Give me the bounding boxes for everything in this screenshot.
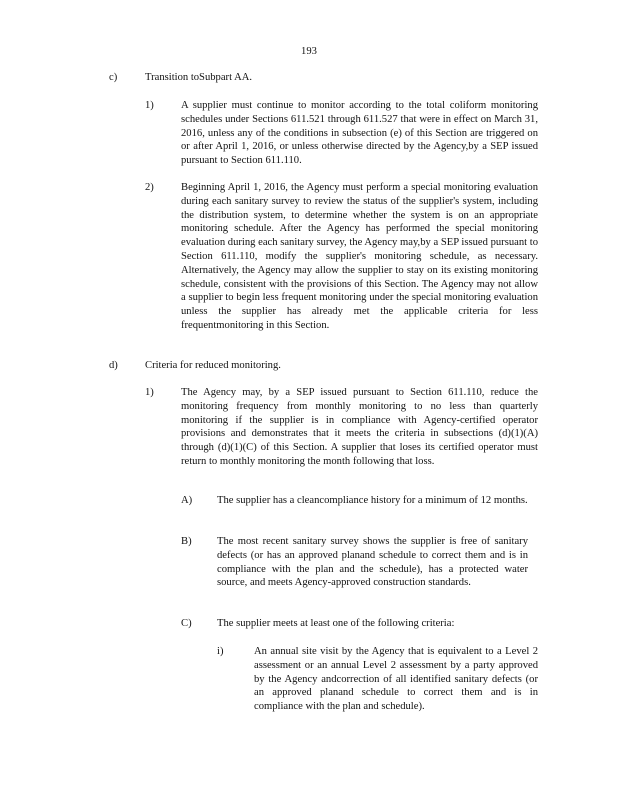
page-number: 193 (301, 46, 317, 57)
section-label-d: d) (109, 360, 118, 371)
subitem-label-A: A) (181, 495, 193, 506)
section-label-c: c) (109, 72, 118, 83)
subitem-label-B: B) (181, 536, 192, 547)
paragraph-text: An annual site visit by the Agency that is equivalent to a Level 2 assessment or an annual Level 2 assessment by a party approved by the Agency andcorrection of all identified sanitary defects (or an approved planand schedule to correct them and is in compliance with the plan and schedule). (254, 646, 538, 713)
paragraph-text: The most recent sanitary survey shows the supplier is free of sanitary defects (or has an approved planand schedule to correct them and is in compliance with the plan and the schedule), has a protected water source, and meets Agency-approved construction standards. (217, 536, 528, 589)
paragraph-d1C (217, 617, 528, 631)
item-label-c1: 1) (145, 100, 154, 111)
paragraph-text: The Agency may, by a SEP issued pursuant to Section 611.110, reduce the monitoring frequency from monthly monitoring to no less than quarterly monitoring if the supplier is in compliance with Agency-certified operator provisions and demonstrates that it meets the criteria in subsections (d)(1)(A) through (d)(1)(C) of this Section. A supplier that loses its certified operator must return to monthly monitoring the month following that loss. (181, 387, 538, 467)
subitem-label-C: C) (181, 618, 192, 629)
paragraph-d1 (181, 386, 538, 469)
paragraph-text: A supplier must continue to monitor according to the total coliform monitoring schedules under Sections 611.521 through 611.527 that were in effect on March 31, 2016, unless any of the conditions in subsection (e) of this Section are triggered on or after April 1, 2016, or unless otherwise directed by the Agency,by a SEP issued pursuant to Section 611.110. (181, 100, 538, 167)
paragraph-text: Beginning April 1, 2016, the Agency must perform a special monitoring evaluation during each sanitary survey to review the status of the supplier's system, including the distribution system, to determine whether the system is on an appropriate monitoring schedule. After the Agency has performed the special monitoring evaluation during each sanitary survey, the Agency may,by a SEP issued pursuant to Section 611.110, modify the supplier's monitoring schedule, as necessary. Alternatively, the Agency may allow the supplier to stay on its existing monitoring schedule, consistent with the provisions of this Section. The Agency may not allow a supplier to begin less frequent monitoring under the special monitoring evaluation unless the supplier has already met the applicable criteria for less frequentmonitoring in this Section. (181, 182, 538, 331)
paragraph-d1Ci (254, 645, 538, 714)
item-label-d1: 1) (145, 387, 154, 398)
paragraph-text: The supplier has a cleancompliance history for a minimum of 12 months. (217, 495, 528, 506)
paragraph-d1A (217, 494, 528, 508)
section-heading-c: Transition toSubpart AA. (145, 72, 253, 83)
paragraph-c2 (181, 181, 538, 333)
subitem-label-i: i) (217, 646, 224, 657)
paragraph-d1B (217, 535, 528, 590)
section-heading-d: Criteria for reduced monitoring. (145, 360, 281, 371)
item-label-c2: 2) (145, 182, 154, 193)
paragraph-text: The supplier meets at least one of the following criteria: (217, 618, 455, 629)
paragraph-c1 (181, 99, 538, 168)
